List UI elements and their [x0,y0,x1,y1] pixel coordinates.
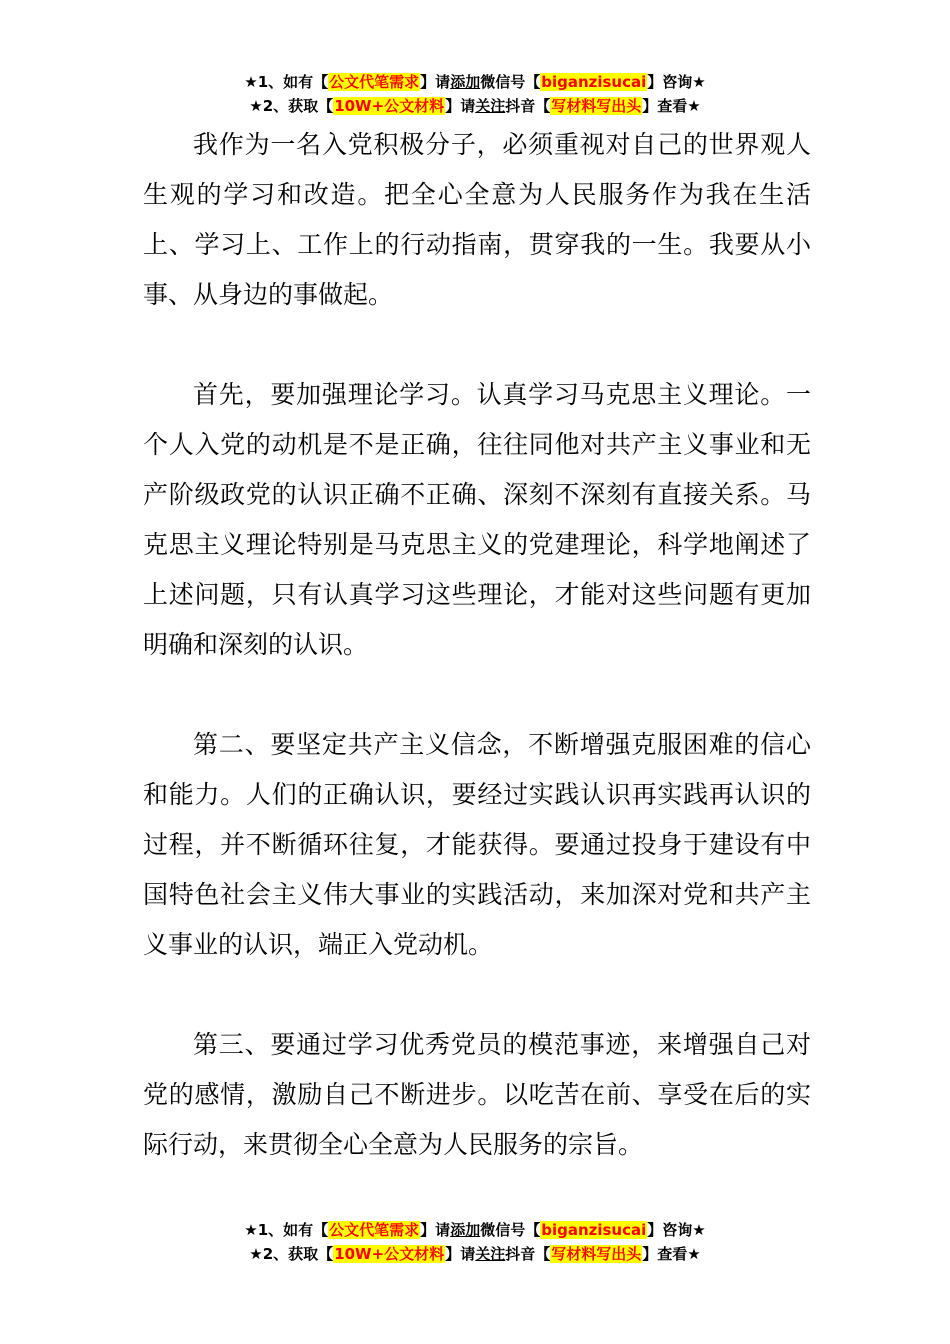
highlight-service: 公文代笔需求 [329,73,420,91]
paragraph-gap [143,970,811,1020]
paragraph-third: 第三、要通过学习优秀党员的模范事迹，来增强自己对党的感情，激励自己不断进步。以吃苦在前、享受在后的实际行动，来贯彻全心全意为人民服务的宗旨。 [143,1030,811,1159]
document-body [143,120,811,1170]
banner-line-1: ★1、如有【公文代笔需求】请添加微信号【biganzisucai】咨询★ [244,1221,706,1239]
highlight-service: 公文代笔需求 [329,1221,420,1239]
header-banner [0,70,950,118]
highlight-wechat-id: biganzisucai [541,73,647,91]
highlight-materials: 10W+公文材料 [334,97,445,115]
highlight-wechat-id: biganzisucai [541,1221,647,1239]
highlight-douyin-id: 写材料写出头 [551,1245,642,1263]
paragraph-gap [143,670,811,720]
footer-banner [0,1218,950,1266]
highlight-douyin-id: 写材料写出头 [551,97,642,115]
paragraph-second: 第二、要坚定共产主义信念，不断增强克服困难的信心和能力。人们的正确认识，要经过实践认识再实践再认识的过程，并不断循环往复，才能获得。要通过投身于建设有中国特色社会主义伟大事业的实践活动，来加深对党和共产主义事业的认识，端正入党动机。 [143,730,811,959]
paragraph-intro: 我作为一名入党积极分子，必须重视对自己的世界观人生观的学习和改造。把全心全意为人民服务作为我在生活上、学习上、工作上的行动指南，贯穿我的一生。我要从小事、从身边的事做起。 [143,130,811,309]
highlight-materials: 10W+公文材料 [334,1245,445,1263]
paragraph-first: 首先，要加强理论学习。认真学习马克思主义理论。一个人入党的动机是不是正确，往往同他对共产主义事业和无产阶级政党的认识正确不正确、深刻不深刻有直接关系。马克思主义理论特别是马克思主义的党建理论，科学地阐述了上述问题，只有认真学习这些理论，才能对这些问题有更加明确和深刻的认识。 [143,380,811,659]
banner-line-2: ★2、获取【10W+公文材料】请关注抖音【写材料写出头】查看★ [249,1245,701,1263]
banner-line-2: ★2、获取【10W+公文材料】请关注抖音【写材料写出头】查看★ [249,97,701,115]
banner-line-1: ★1、如有【公文代笔需求】请添加微信号【biganzisucai】咨询★ [244,73,706,91]
paragraph-gap [143,320,811,370]
